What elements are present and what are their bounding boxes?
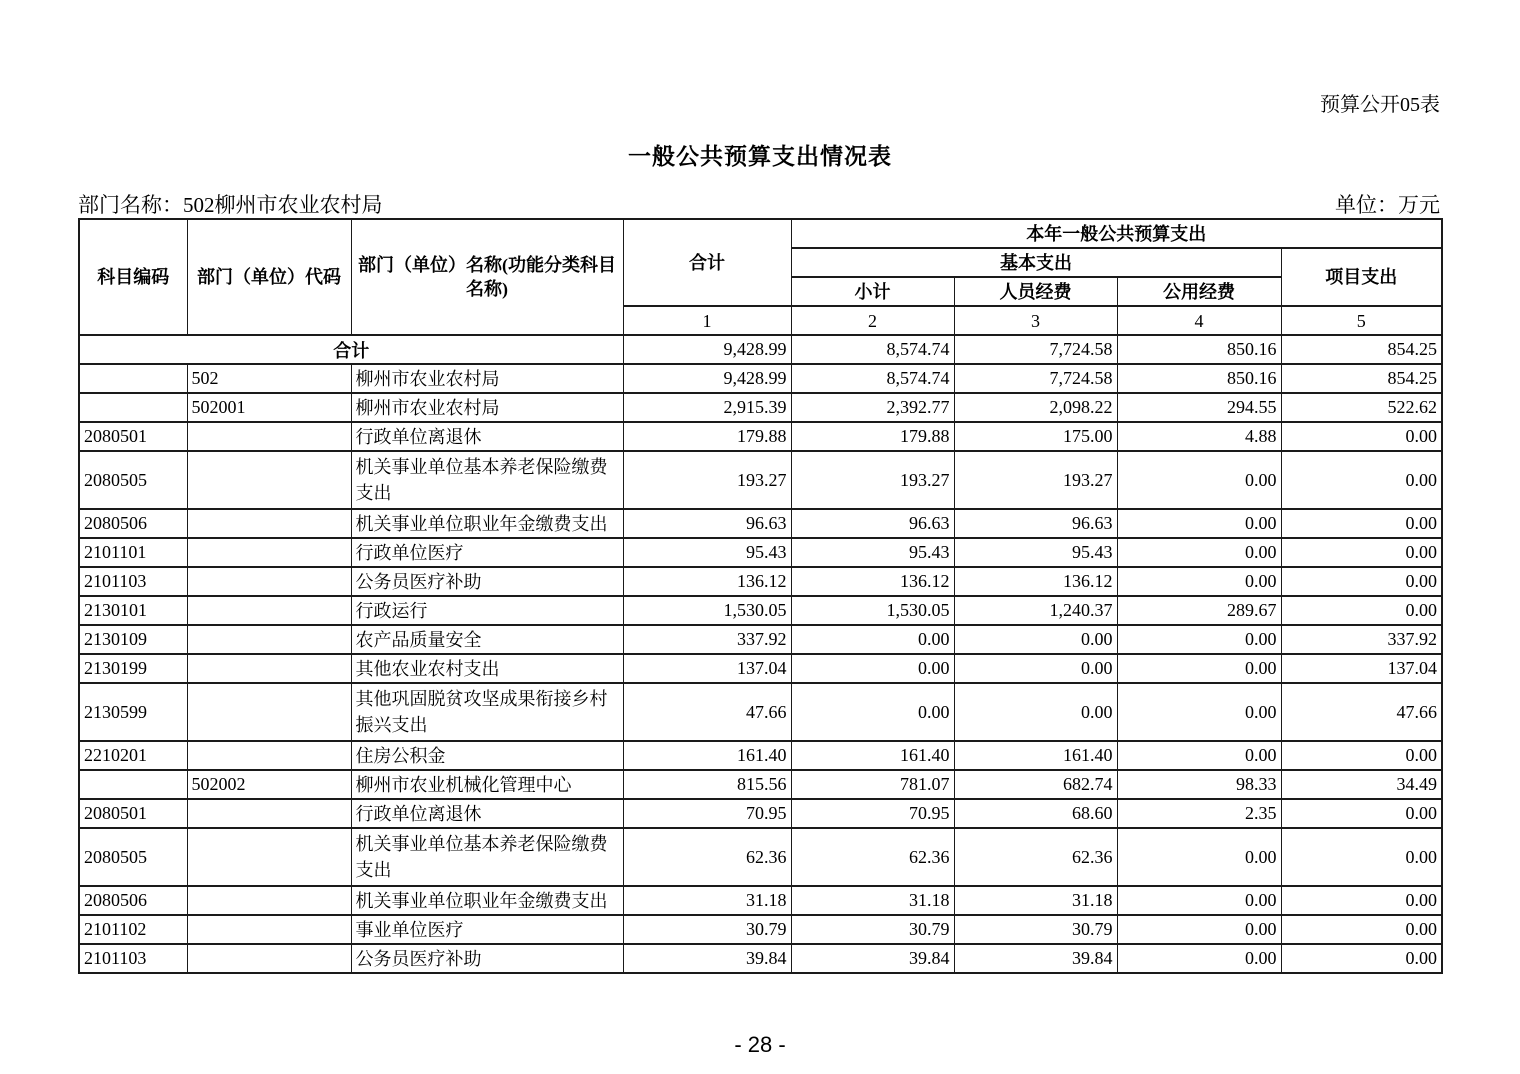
value-cell-col5: 0.00 [1281, 451, 1442, 509]
subject-code-cell [79, 770, 187, 799]
table-row [79, 422, 1442, 451]
value-cell-col5: 0.00 [1281, 886, 1442, 915]
value-cell-col3: 2,098.22 [954, 393, 1117, 422]
value-cell-col1: 70.95 [623, 799, 791, 828]
page-title: 一般公共预算支出情况表 [628, 144, 892, 169]
dept-code-cell: 502002 [187, 770, 351, 799]
value-cell-col2: 136.12 [791, 567, 954, 596]
value-cell-col5: 0.00 [1281, 741, 1442, 770]
value-cell-col3: 0.00 [954, 654, 1117, 683]
value-cell-col3: 95.43 [954, 538, 1117, 567]
value-cell-col5: 0.00 [1281, 944, 1442, 973]
table-row [79, 770, 1442, 799]
value-cell-col5: 0.00 [1281, 538, 1442, 567]
value-cell-col1: 179.88 [623, 422, 791, 451]
dept-name-cell: 柳州市农业农村局 [351, 393, 623, 422]
value-cell-col5: 0.00 [1281, 596, 1442, 625]
dept-code-cell [187, 915, 351, 944]
value-cell-col2: 39.84 [791, 944, 954, 973]
table-row [79, 596, 1442, 625]
value-cell-col1: 1,530.05 [623, 596, 791, 625]
value-cell-col2: 96.63 [791, 509, 954, 538]
value-cell-col4: 294.55 [1117, 393, 1281, 422]
value-cell-col3: 30.79 [954, 915, 1117, 944]
dept-name-cell: 行政单位离退休 [351, 799, 623, 828]
value-cell-col2: 8,574.74 [791, 364, 954, 393]
value-cell-col4: 289.67 [1117, 596, 1281, 625]
value-cell-col5: 337.92 [1281, 625, 1442, 654]
value-cell-col5: 0.00 [1281, 828, 1442, 886]
value-cell-col1: 9,428.99 [623, 335, 791, 364]
value-cell-col3: 1,240.37 [954, 596, 1117, 625]
dept-name-cell: 机关事业单位基本养老保险缴费支出 [351, 451, 623, 509]
subject-code-cell: 2130599 [79, 683, 187, 741]
page-number: - 28 - [734, 1032, 786, 1057]
subject-code-cell [79, 393, 187, 422]
value-cell-col2: 8,574.74 [791, 335, 954, 364]
subject-code-cell: 2130109 [79, 625, 187, 654]
col-header-total: 合计 [623, 219, 791, 306]
dept-code-cell [187, 944, 351, 973]
value-cell-col4: 0.00 [1117, 625, 1281, 654]
dept-code-cell: 502001 [187, 393, 351, 422]
value-cell-col4: 0.00 [1117, 538, 1281, 567]
dept-name-cell: 其他农业农村支出 [351, 654, 623, 683]
value-cell-col5: 854.25 [1281, 335, 1442, 364]
col-header-project: 项目支出 [1281, 248, 1442, 306]
budget-table [78, 218, 1443, 974]
table-row [79, 683, 1442, 741]
value-cell-col1: 2,915.39 [623, 393, 791, 422]
column-number-1: 1 [623, 306, 791, 335]
table-row [79, 654, 1442, 683]
dept-code-cell [187, 886, 351, 915]
subject-code-cell: 2130199 [79, 654, 187, 683]
value-cell-col2: 0.00 [791, 654, 954, 683]
value-cell-col1: 95.43 [623, 538, 791, 567]
value-cell-col4: 4.88 [1117, 422, 1281, 451]
value-cell-col2: 193.27 [791, 451, 954, 509]
col-header-current-year-group: 本年一般公共预算支出 [791, 219, 1442, 248]
dept-code-cell [187, 828, 351, 886]
subject-code-cell: 2080501 [79, 799, 187, 828]
value-cell-col1: 9,428.99 [623, 364, 791, 393]
value-cell-col4: 0.00 [1117, 509, 1281, 538]
value-cell-col1: 31.18 [623, 886, 791, 915]
dept-code-cell [187, 654, 351, 683]
value-cell-col3: 136.12 [954, 567, 1117, 596]
value-cell-col4: 850.16 [1117, 335, 1281, 364]
value-cell-col3: 68.60 [954, 799, 1117, 828]
subject-code-cell: 2101103 [79, 944, 187, 973]
dept-name-cell: 农产品质量安全 [351, 625, 623, 654]
column-number-4: 4 [1117, 306, 1281, 335]
value-cell-col3: 193.27 [954, 451, 1117, 509]
table-row [79, 509, 1442, 538]
value-cell-col4: 0.00 [1117, 683, 1281, 741]
department-name-label: 部门名称：502柳州市农业农村局 [78, 193, 383, 217]
column-number-3: 3 [954, 306, 1117, 335]
value-cell-col2: 781.07 [791, 770, 954, 799]
unit-label: 单位：万元 [1335, 193, 1440, 217]
value-cell-col2: 179.88 [791, 422, 954, 451]
dept-code-cell [187, 741, 351, 770]
table-row [79, 364, 1442, 393]
value-cell-col1: 337.92 [623, 625, 791, 654]
dept-code-cell [187, 451, 351, 509]
dept-name-cell: 行政单位离退休 [351, 422, 623, 451]
value-cell-col1: 815.56 [623, 770, 791, 799]
value-cell-col2: 95.43 [791, 538, 954, 567]
value-cell-col1: 39.84 [623, 944, 791, 973]
col-header-personnel: 人员经费 [954, 277, 1117, 306]
value-cell-col1: 161.40 [623, 741, 791, 770]
value-cell-col4: 0.00 [1117, 915, 1281, 944]
value-cell-col3: 96.63 [954, 509, 1117, 538]
table-row [79, 915, 1442, 944]
value-cell-col4: 2.35 [1117, 799, 1281, 828]
table-row [79, 567, 1442, 596]
value-cell-col2: 0.00 [791, 683, 954, 741]
table-row [79, 944, 1442, 973]
value-cell-col1: 30.79 [623, 915, 791, 944]
subject-code-cell: 2210201 [79, 741, 187, 770]
value-cell-col5: 0.00 [1281, 799, 1442, 828]
dept-name-cell: 机关事业单位职业年金缴费支出 [351, 886, 623, 915]
value-cell-col1: 96.63 [623, 509, 791, 538]
dept-name-cell: 柳州市农业机械化管理中心 [351, 770, 623, 799]
column-number-5: 5 [1281, 306, 1442, 335]
dept-code-cell [187, 683, 351, 741]
value-cell-col2: 2,392.77 [791, 393, 954, 422]
value-cell-col3: 0.00 [954, 683, 1117, 741]
value-cell-col4: 98.33 [1117, 770, 1281, 799]
table-row [79, 828, 1442, 886]
col-header-basic-group: 基本支出 [791, 248, 1281, 277]
form-number-label: 预算公开05表 [1320, 94, 1440, 116]
dept-code-cell [187, 799, 351, 828]
value-cell-col4: 0.00 [1117, 886, 1281, 915]
value-cell-col4: 0.00 [1117, 944, 1281, 973]
value-cell-col1: 193.27 [623, 451, 791, 509]
value-cell-col3: 31.18 [954, 886, 1117, 915]
value-cell-col5: 0.00 [1281, 509, 1442, 538]
table-row [79, 625, 1442, 654]
column-number-2: 2 [791, 306, 954, 335]
value-cell-col5: 34.49 [1281, 770, 1442, 799]
value-cell-col2: 161.40 [791, 741, 954, 770]
value-cell-col3: 7,724.58 [954, 364, 1117, 393]
dept-code-cell: 502 [187, 364, 351, 393]
value-cell-col2: 0.00 [791, 625, 954, 654]
dept-name-cell: 行政运行 [351, 596, 623, 625]
value-cell-col3: 175.00 [954, 422, 1117, 451]
value-cell-col5: 0.00 [1281, 915, 1442, 944]
dept-code-cell [187, 538, 351, 567]
value-cell-col2: 30.79 [791, 915, 954, 944]
subject-code-cell: 2101102 [79, 915, 187, 944]
col-header-subtotal: 小计 [791, 277, 954, 306]
meta-row [78, 189, 1440, 219]
subject-code-cell: 2080505 [79, 828, 187, 886]
table-row [79, 799, 1442, 828]
value-cell-col2: 31.18 [791, 886, 954, 915]
value-cell-col3: 7,724.58 [954, 335, 1117, 364]
dept-name-cell: 柳州市农业农村局 [351, 364, 623, 393]
col-header-dept-name: 部门（单位）名称(功能分类科目名称) [351, 219, 623, 335]
col-header-public: 公用经费 [1117, 277, 1281, 306]
value-cell-col3: 0.00 [954, 625, 1117, 654]
value-cell-col5: 854.25 [1281, 364, 1442, 393]
col-header-dept-code: 部门（单位）代码 [187, 219, 351, 335]
dept-name-cell: 住房公积金 [351, 741, 623, 770]
dept-name-cell: 机关事业单位基本养老保险缴费支出 [351, 828, 623, 886]
dept-code-cell [187, 422, 351, 451]
value-cell-col1: 137.04 [623, 654, 791, 683]
value-cell-col1: 47.66 [623, 683, 791, 741]
grand-total-label: 合计 [79, 335, 623, 364]
dept-name-cell: 机关事业单位职业年金缴费支出 [351, 509, 623, 538]
subject-code-cell: 2080505 [79, 451, 187, 509]
subject-code-cell: 2080506 [79, 509, 187, 538]
value-cell-col4: 0.00 [1117, 451, 1281, 509]
value-cell-col3: 62.36 [954, 828, 1117, 886]
value-cell-col1: 62.36 [623, 828, 791, 886]
dept-code-cell [187, 625, 351, 654]
subject-code-cell: 2080506 [79, 886, 187, 915]
col-header-subject-code: 科目编码 [79, 219, 187, 335]
value-cell-col5: 522.62 [1281, 393, 1442, 422]
dept-name-cell: 公务员医疗补助 [351, 567, 623, 596]
table-row [79, 538, 1442, 567]
value-cell-col2: 62.36 [791, 828, 954, 886]
value-cell-col5: 137.04 [1281, 654, 1442, 683]
dept-name-cell: 公务员医疗补助 [351, 944, 623, 973]
value-cell-col3: 161.40 [954, 741, 1117, 770]
table-row [79, 451, 1442, 509]
value-cell-col2: 70.95 [791, 799, 954, 828]
subject-code-cell [79, 364, 187, 393]
value-cell-col2: 1,530.05 [791, 596, 954, 625]
value-cell-col1: 136.12 [623, 567, 791, 596]
value-cell-col4: 0.00 [1117, 567, 1281, 596]
header-row-1 [79, 219, 1442, 248]
value-cell-col4: 0.00 [1117, 828, 1281, 886]
table-row [79, 741, 1442, 770]
value-cell-col5: 47.66 [1281, 683, 1442, 741]
dept-code-cell [187, 596, 351, 625]
subject-code-cell: 2101103 [79, 567, 187, 596]
dept-name-cell: 其他巩固脱贫攻坚成果衔接乡村振兴支出 [351, 683, 623, 741]
table-row [79, 886, 1442, 915]
value-cell-col4: 850.16 [1117, 364, 1281, 393]
dept-code-cell [187, 509, 351, 538]
value-cell-col5: 0.00 [1281, 422, 1442, 451]
value-cell-col4: 0.00 [1117, 654, 1281, 683]
subject-code-cell: 2130101 [79, 596, 187, 625]
subject-code-cell: 2080501 [79, 422, 187, 451]
dept-name-cell: 事业单位医疗 [351, 915, 623, 944]
table-row [79, 393, 1442, 422]
value-cell-col4: 0.00 [1117, 741, 1281, 770]
table-body [79, 335, 1442, 973]
grand-total-row [79, 335, 1442, 364]
subject-code-cell: 2101101 [79, 538, 187, 567]
value-cell-col3: 682.74 [954, 770, 1117, 799]
dept-code-cell [187, 567, 351, 596]
value-cell-col5: 0.00 [1281, 567, 1442, 596]
dept-name-cell: 行政单位医疗 [351, 538, 623, 567]
value-cell-col3: 39.84 [954, 944, 1117, 973]
